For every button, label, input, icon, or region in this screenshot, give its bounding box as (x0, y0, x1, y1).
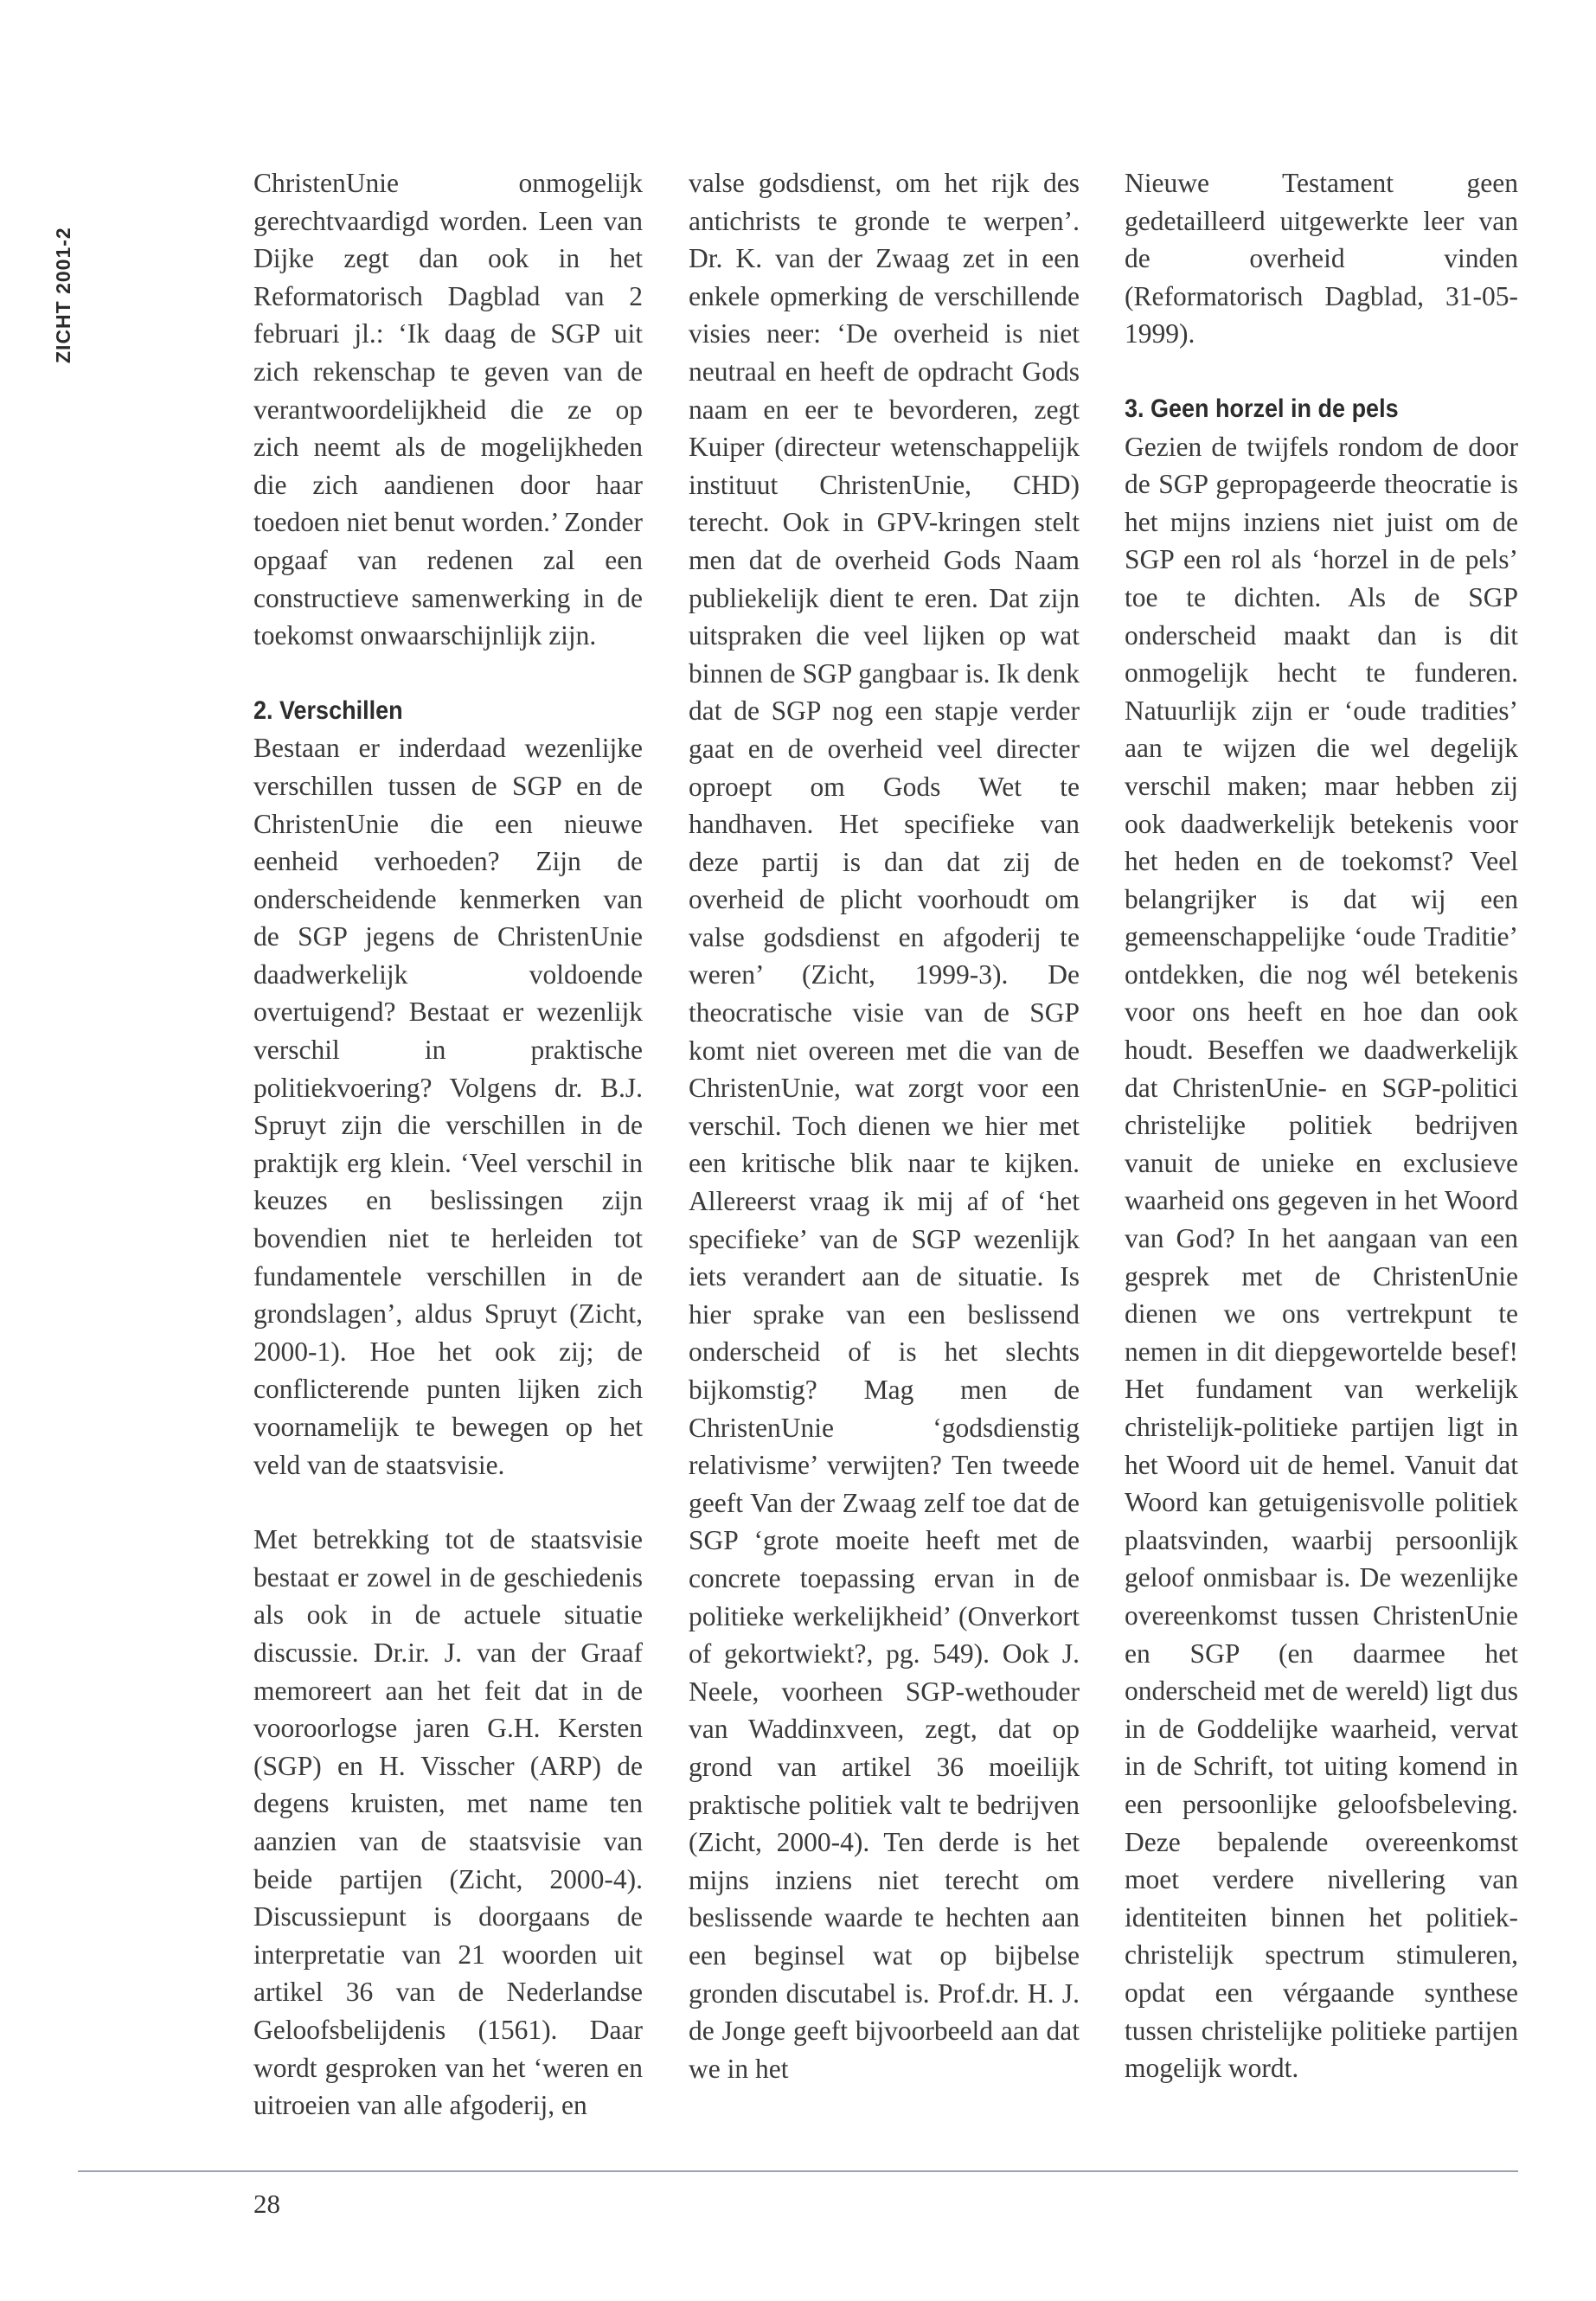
paragraph-gap (1125, 353, 1518, 390)
paragraph: Nieuwe Testament geen gedetailleerd uitgewerkte leer van de overheid vinden (Reformatorisch Dagblad, 31-05-1999). (1125, 168, 1518, 349)
paragraph: valse godsdienst, om het rijk des antichrists te gronde te werpen’. Dr. K. van der Zwaag zet in een enkele opmerking de verschillende visies neer: ‘De overheid is niet neutraal en heeft de opdracht Gods naam en eer te bevorderen, zegt Kuiper (directeur wetenschappelijk instituut ChristenUnie, CHD) terecht. Ook in GPV-kringen stelt men dat de overheid Gods Naam publiekelijk dient te eren. Dat zijn uitspraken die veel lijken op wat binnen de SGP gangbaar is. Ik denk dat de SGP nog een stapje verder gaat en de overheid veel directer oproept om Gods Wet te handhaven. Het specifieke van deze partij is dan dat zij de overheid de plicht voorhoudt om valse godsdienst en afgoderij te weren’ (Zicht, 1999-3). De theocratische visie van de SGP komt niet overeen met die van de ChristenUnie, wat zorgt voor een verschil. Toch dienen we hier met een kritische blik naar te kijken. Allereerst vraag ik mij af of ‘het specifieke’ van de SGP wezenlijk iets verandert aan de situatie. Is hier sprake van een beslissend onderscheid of is het slechts bijkomstig? Mag men de ChristenUnie ‘godsdienstig relativisme’ verwijten? Ten tweede geeft Van der Zwaag zelf toe dat de SGP ‘grote moeite heeft met de concrete toepassing ervan in de politieke werkelijkheid’ (Onverkort of gekortwiekt?, pg. 549). Ook J. Neele, voorheen SGP-wethouder van Waddinxveen, zegt, dat op grond van artikel 36 moeilijk praktische politiek valt te bedrijven (Zicht, 2000-4). Ten derde is het mijns inziens niet terecht om beslissende waarde te hechten aan een beginsel wat op bijbelse gronden discutabel is. Prof.dr. H. J. de Jonge geeft bijvoorbeeld aan dat we in het (689, 168, 1080, 2084)
text-column-3 (1125, 164, 1518, 2087)
paragraph: ChristenUnie onmogelijk gerechtvaardigd worden. Leen van Dijke zegt dan ook in het Reformatorisch Dagblad van 2 februari jl.: ‘Ik daag de SGP uit zich rekenschap te geven van de verantwoordelijkheid die ze op zich neemt als de mogelijkheden die zich aandienen door haar toedoen niet benut worden.’ Zonder opgaaf van redenen zal een constructieve samenwerking in de toekomst onwaarschijnlijk zijn. (253, 168, 643, 651)
text-column-1 (253, 164, 643, 2125)
footer-divider (78, 2170, 1518, 2172)
page-number: 28 (253, 2189, 280, 2219)
paragraph: Bestaan er inderdaad wezenlijke verschillen tussen de SGP en de ChristenUnie die een nieuwe eenheid verhoeden? Zijn de onderscheidende kenmerken van de SGP jegens de ChristenUnie daadwerkelijk voldoende overtuigend? Bestaat er wezenlijk verschil in praktische politiekvoering? Volgens dr. B.J. Spruyt zijn die verschillen in de praktijk erg klein. ‘Veel verschil in keuzes en beslissingen zijn bovendien niet te herleiden tot fundamentele verschillen in de grondslagen’, aldus Spruyt (Zicht, 2000-1). Hoe het ook zij; de conflicterende punten lijken zich voornamelijk te bewegen op het veld van de staatsvisie. (253, 733, 643, 1480)
paragraph-gap (253, 655, 643, 692)
paragraph: Met betrekking tot de staatsvisie bestaat er zowel in de geschiedenis als ook in de actuele situatie discussie. Dr.ir. J. van der Graaf memoreert aan het feit dat in de vooroorlogse jaren G.H. Kersten (SGP) en H. Visscher (ARP) de degens kruisten, met name ten aanzien van de staatsvisie van beide partijen (Zicht, 2000-4). Discussiepunt is doorgaans de interpretatie van 21 woorden uit artikel 36 van de Nederlandse Geloofsbelijdenis (1561). Daar wordt gesproken van het ‘weren en uitroeien van alle afgoderij, en (253, 1524, 643, 2121)
section-heading-geen-horzel: 3. Geen horzel in de pels (1125, 394, 1399, 423)
text-column-2 (689, 164, 1080, 2087)
journal-issue-label: ZICHT 2001-2 (52, 227, 74, 363)
paragraph: Gezien de twijfels rondom de door de SGP gepropageerde theocratie is het mijns inziens niet juist om de SGP een rol als ‘horzel in de pels’ toe te dichten. Als de SGP onderscheid maakt dan is dit onmogelijk hecht te funderen. Natuurlijk zijn er ‘oude tradities’ aan te wijzen die wel degelijk verschil maken; maar hebben zij ook daadwerkelijk betekenis voor het heden en de toekomst? Veel belangrijker is dat wij een gemeenschappelijke ‘oude Traditie’ ontdekken, die nog wél betekenis voor ons heeft en hoe dan ook houdt. Beseffen we daadwerkelijk dat ChristenUnie- en SGP-politici christelijke politiek bedrijven vanuit de unieke en exclusieve waarheid ons gegeven in het Woord van God? In het aangaan van een gesprek met de ChristenUnie dienen we ons vertrekpunt te nemen in dit diepgewortelde besef! Het fundament van werkelijk christelijk-politieke partijen ligt in het Woord uit de hemel. Vanuit dat Woord kan getuigenisvolle politiek plaatsvinden, waarbij persoonlijk geloof onmisbaar is. De wezenlijke overeenkomst tussen ChristenUnie en SGP (en daarmee het onderscheid met de wereld) ligt dus in de Goddelijke waarheid, vervat in de Schrift, tot uiting komend in een persoonlijke geloofsbeleving. Deze bepalende overeenkomst moet verdere nivellering van identiteiten binnen het politiek-christelijk spectrum stimuleren, opdat een vérgaande synthese tussen christelijke politieke partijen mogelijk wordt. (1125, 431, 1518, 2084)
paragraph-gap (253, 1484, 643, 1521)
section-heading-verschillen: 2. Verschillen (253, 695, 403, 725)
